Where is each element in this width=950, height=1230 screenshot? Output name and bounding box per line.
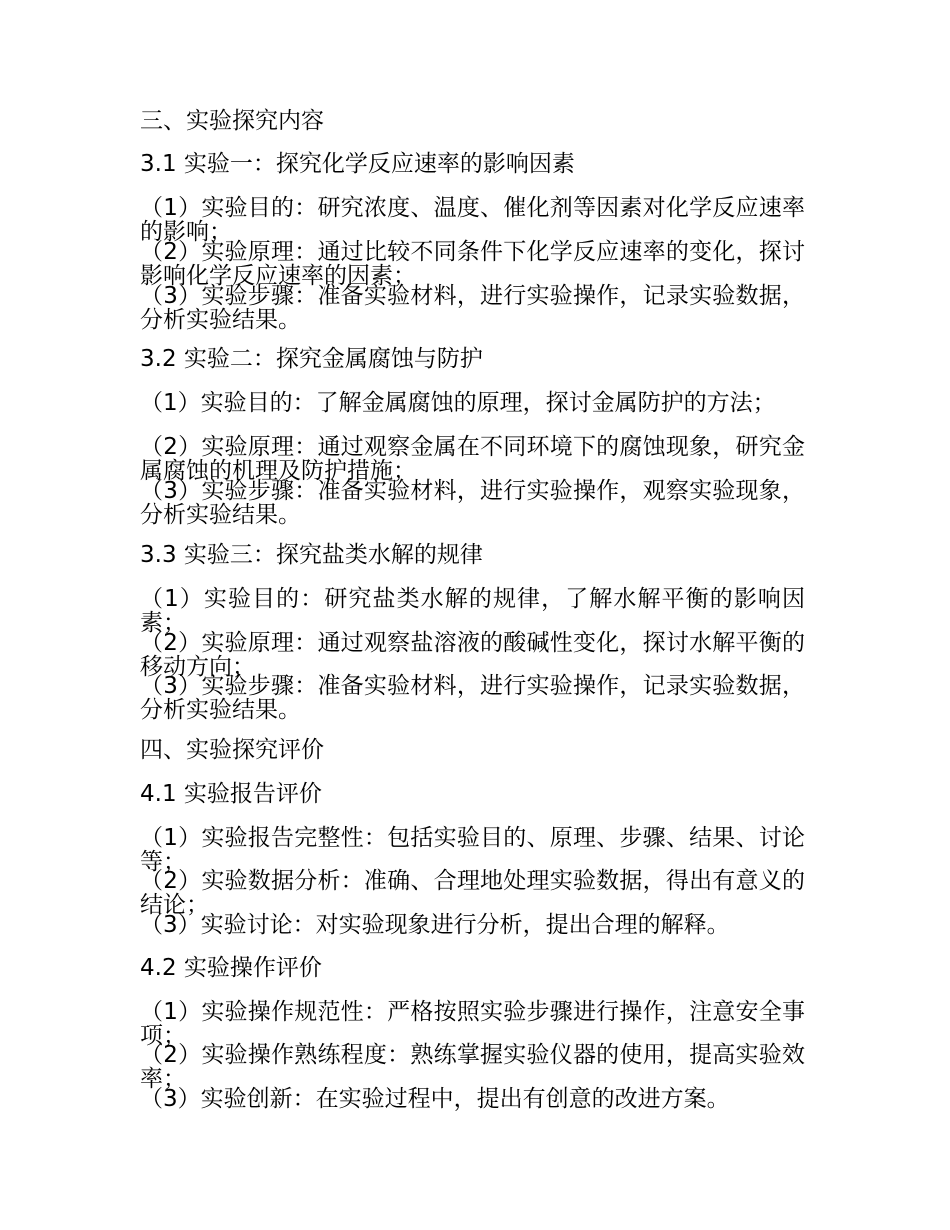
list-item: （1）实验目的：研究浓度、温度、催化剂等因素对化学反应速率的影响； <box>140 195 805 245</box>
subsection-heading-4-2: 4.2 实验操作评价 <box>140 955 322 981</box>
list-item: （3）实验步骤：准备实验材料，进行实验操作，观察实验现象，分析实验结果。 <box>140 478 805 528</box>
subsection-heading-4-1: 4.1 实验报告评价 <box>140 781 322 807</box>
section-heading-4: 四、实验探究评价 <box>140 737 324 763</box>
list-item: （3）实验步骤：准备实验材料，进行实验操作，记录实验数据，分析实验结果。 <box>140 283 805 333</box>
list-item: （2）实验数据分析：准确、合理地处理实验数据，得出有意义的结论； <box>140 868 805 918</box>
subsection-heading-3-3: 3.3 实验三：探究盐类水解的规律 <box>140 542 483 568</box>
list-item: （3）实验讨论：对实验现象进行分析，提出合理的解释。 <box>140 912 730 938</box>
list-item: （3）实验步骤：准备实验材料，进行实验操作，记录实验数据，分析实验结果。 <box>140 673 805 723</box>
subsection-heading-3-1: 3.1 实验一：探究化学反应速率的影响因素 <box>140 151 575 177</box>
list-item: （2）实验原理：通过观察盐溶液的酸碱性变化，探讨水解平衡的移动方向； <box>140 630 805 680</box>
list-item: （1）实验操作规范性：严格按照实验步骤进行操作，注意安全事项； <box>140 999 805 1049</box>
list-item: （1）实验目的：研究盐类水解的规律，了解水解平衡的影响因素； <box>140 586 805 636</box>
list-item: （2）实验原理：通过观察金属在不同环境下的腐蚀现象，研究金属腐蚀的机理及防护措施； <box>140 434 805 484</box>
list-item: （1）实验报告完整性：包括实验目的、原理、步骤、结果、讨论等； <box>140 825 805 875</box>
section-heading-3: 三、实验探究内容 <box>140 108 324 134</box>
list-item: （3）实验创新：在实验过程中，提出有创意的改进方案。 <box>140 1086 730 1112</box>
list-item: （2）实验原理：通过比较不同条件下化学反应速率的变化，探讨影响化学反应速率的因素； <box>140 239 805 289</box>
list-item: （2）实验操作熟练程度：熟练掌握实验仪器的使用，提高实验效率； <box>140 1042 805 1092</box>
subsection-heading-3-2: 3.2 实验二：探究金属腐蚀与防护 <box>140 346 483 372</box>
list-item: （1）实验目的：了解金属腐蚀的原理，探讨金属防护的方法； <box>140 390 776 416</box>
